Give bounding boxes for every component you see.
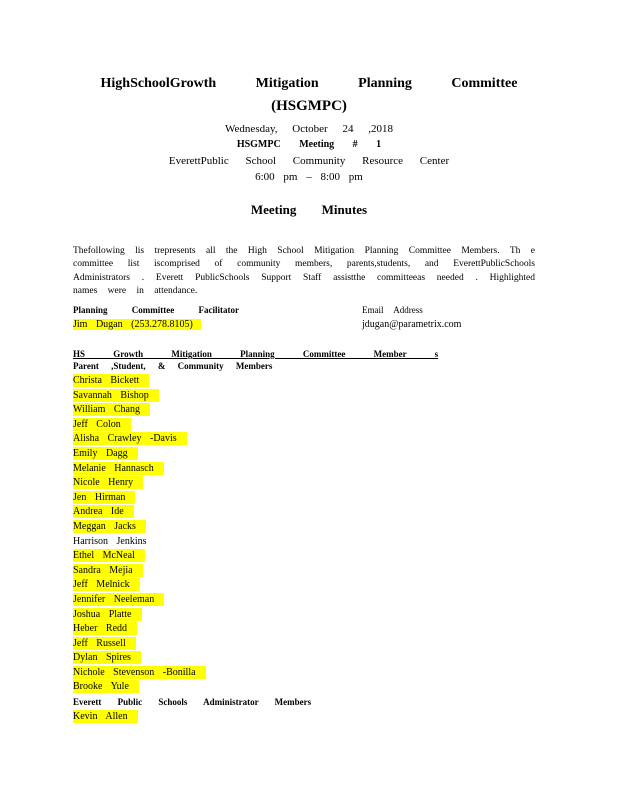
member-name: Andrea Ide <box>73 505 134 518</box>
member-list-item <box>73 491 206 506</box>
member-name: Meggan Jacks <box>73 520 146 533</box>
admin-heading: Everett Public Schools Administrator Members <box>73 697 312 707</box>
member-list-item <box>73 564 206 579</box>
member-list-item <box>73 578 206 593</box>
parent-member-list <box>73 374 206 695</box>
member-list-item <box>73 447 206 462</box>
member-list-item <box>73 622 206 637</box>
member-name: Brooke Yule <box>73 680 139 693</box>
intro-paragraph: Thefollowing lis trepresents all the High School Mitigation Planning Committee Members. Th e committee list iscomprised of community members, parents,students, and EverettPublicSchools Administrators . Everett PublicSchools Support Staff assistthe committeeas needed . Highlighted names were in attendance. <box>73 245 535 296</box>
member-name: Dylan Spires <box>73 651 141 664</box>
email-address-label: Email Address <box>362 305 423 315</box>
member-name: Alisha Crawley -Davis <box>73 432 187 445</box>
member-name: William Chang <box>73 403 150 416</box>
admin-member-list <box>73 710 138 725</box>
meeting-date: Wednesday, October 24 ,2018 <box>225 123 393 135</box>
member-list-item <box>73 432 206 447</box>
member-name: Harrison Jenkins <box>73 535 147 547</box>
facilitator-name <box>73 319 201 330</box>
member-name: Sandra Mejia <box>73 564 143 577</box>
member-list-item <box>73 520 206 535</box>
member-list-item <box>73 651 206 666</box>
member-name: Jeff Melnick <box>73 578 140 591</box>
member-name: Jeff Colon <box>73 418 131 431</box>
member-list-item <box>73 505 206 520</box>
facilitator-name-text: Jim Dugan (253.278.8105) <box>73 319 201 330</box>
member-name: Savannah Bishop <box>73 389 159 402</box>
member-name: Christa Bickett <box>73 374 149 387</box>
member-name: Nichole Stevenson -Bonilla <box>73 666 206 679</box>
parents-heading: Parent ,Student, & Community Members <box>73 361 273 371</box>
facilitator-label: Planning Committee Facilitator <box>73 305 239 315</box>
facilitator-email: jdugan@parametrix.com <box>362 319 462 330</box>
document-title-abbreviation: (HSGMPC) <box>271 98 347 114</box>
member-list-item <box>73 462 206 477</box>
member-name: Emily Dagg <box>73 447 138 460</box>
meeting-label: HSGMPC Meeting # 1 <box>236 139 382 150</box>
meeting-location: EverettPublic School Community Resource Center <box>168 155 450 167</box>
document-title: HighSchoolGrowth Mitigation Planning Committee <box>100 76 518 91</box>
member-list-item <box>73 418 206 433</box>
member-list-item <box>73 608 206 623</box>
member-list-item <box>73 476 206 491</box>
member-list-item <box>73 535 206 550</box>
member-list-item <box>73 374 206 389</box>
member-list-item <box>73 593 206 608</box>
member-list-item <box>73 403 206 418</box>
member-list-item <box>73 549 206 564</box>
member-name: Kevin Allen <box>73 710 138 723</box>
member-name: Jennifer Neeleman <box>73 593 164 606</box>
member-list-item <box>73 389 206 404</box>
member-name: Melanie Hannasch <box>73 462 164 475</box>
member-name: Joshua Platte <box>73 608 142 621</box>
member-name: Jen Hirman <box>73 491 135 504</box>
member-name: Heber Redd <box>73 622 137 635</box>
minutes-heading: Meeting Minutes <box>250 202 368 217</box>
member-name: Jeff Russell <box>73 637 136 650</box>
member-list-item <box>73 710 138 725</box>
member-name: Nicole Henry <box>73 476 143 489</box>
member-list-item <box>73 666 206 681</box>
member-name: Ethel McNeal <box>73 549 145 562</box>
members-heading: HS Growth Mitigation Planning Committee Member s <box>73 349 439 359</box>
member-list-item <box>73 637 206 652</box>
meeting-time: 6:00 pm – 8:00 pm <box>255 171 363 183</box>
member-list-item <box>73 680 206 695</box>
